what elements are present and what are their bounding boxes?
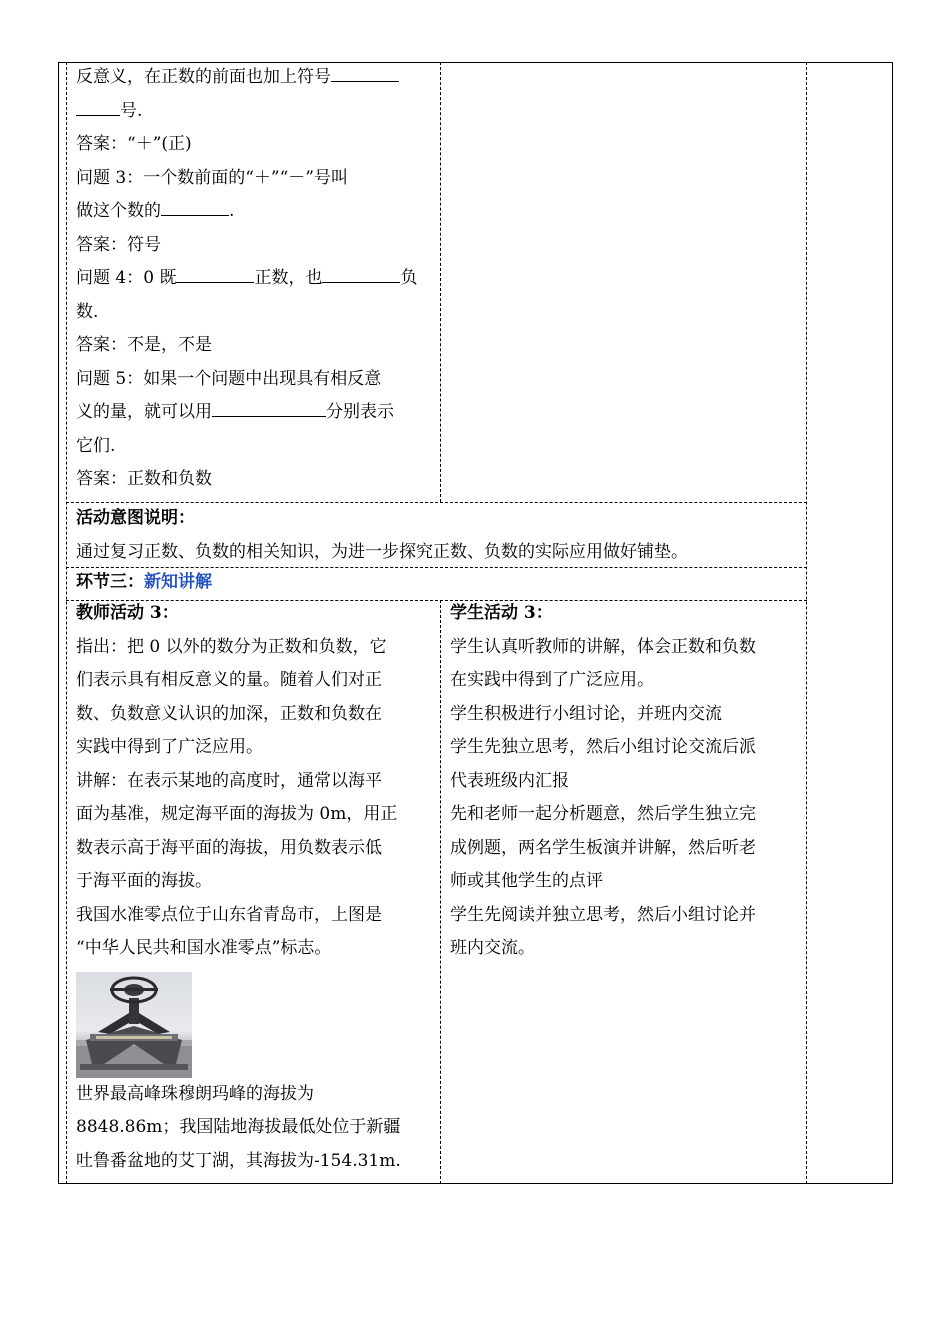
text-line: 学生积极进行小组讨论，并班内交流 [450,703,722,724]
intent-body: 通过复习正数、负数的相关知识，为进一步探究正数、负数的实际应用做好铺垫。 [76,541,688,562]
text-line: 数表示高于海平面的海拔，用负数表示低 [76,837,382,858]
activity-intent-cell [76,502,801,569]
teacher-heading: 教师活动 3： [76,603,179,623]
answer-line: 答案：正数和负数 [76,469,212,489]
text-line: 反意义，在正数的前面也加上符号 [76,61,436,95]
section-prefix: 环节三： [76,572,144,592]
answer-blank [322,264,400,283]
text-line: 数. [76,301,99,322]
review-questions-cell [76,61,436,497]
text-line: 吐鲁番盆地的艾丁湖，其海拔为-154.31m. [76,1150,401,1171]
question-line: 问题 5：如果一个问题中出现具有相反意 [76,368,382,389]
text-line: 们表示具有相反意义的量。随着人们对正 [76,670,382,690]
teacher-activity-cell [76,597,436,1178]
student-heading: 学生活动 3： [450,603,553,623]
monument-icon [76,972,192,1078]
section-title: 新知讲解 [144,572,212,592]
text-line: 世界最高峰珠穆朗玛峰的海拔为 [76,1083,314,1104]
text-line: “中华人民共和国水准零点”标志。 [76,938,332,958]
text-line: 面为基准，规定海平面的海拔为 0m，用正 [76,804,398,824]
question-line: 问题 3：一个数前面的“＋”“－”号叫 [76,167,348,188]
text-line: 学生先独立思考，然后小组讨论交流后派 [450,737,756,757]
text-line: 成例题，两名学生板演并讲解，然后听老 [450,837,756,858]
text-line: 号. [76,95,436,129]
text-line: 指出：把 0 以外的数分为正数和负数，它 [76,636,387,657]
answer-blank [176,264,254,283]
text-line: 义的量，就可以用 分别表示 [76,396,436,430]
text-line: 它们. [76,435,116,456]
text-line: 师或其他学生的点评 [450,871,603,891]
text-line: 在实践中得到了广泛应用。 [450,670,654,690]
text-line: 数、负数意义认识的加深，正数和负数在 [76,703,382,724]
leveling-origin-monument-photo [76,972,192,1078]
text-line: 先和老师一起分析题意，然后学生独立完 [450,804,756,824]
text-line: 学生认真听教师的讲解，体会正数和负数 [450,636,756,657]
text-line: 实践中得到了广泛应用。 [76,737,263,757]
text-line: 班内交流。 [450,938,535,958]
answer-line: 答案：不是，不是 [76,335,212,355]
column-divider-lower [440,600,441,1184]
text-line: 8848.86m；我国陆地海拔最低处位于新疆 [76,1117,401,1137]
text-line: 代表班级内汇报 [450,770,569,791]
text-line: 于海平面的海拔。 [76,871,212,891]
text-line: 讲解：在表示某地的高度时，通常以海平 [76,770,382,791]
answer-line: 答案：符号 [76,234,161,255]
text-line: 学生先阅读并独立思考，然后小组讨论并 [450,904,756,925]
answer-blank [212,398,326,417]
section-title-cell [76,567,801,597]
column-divider-upper [440,62,441,502]
text-line: 我国水准零点位于山东省青岛市，上图是 [76,904,382,925]
question-line: 问题 4：0 既 正数，也 负 [76,262,436,296]
answer-blank [331,63,399,82]
answer-blank [161,197,229,216]
answer-blank [76,97,120,116]
text-line: 做这个数的 . [76,195,436,229]
student-activity-cell [450,597,802,966]
intent-heading: 活动意图说明： [76,508,195,528]
answer-line: 答案：“＋”(正) [76,134,192,154]
